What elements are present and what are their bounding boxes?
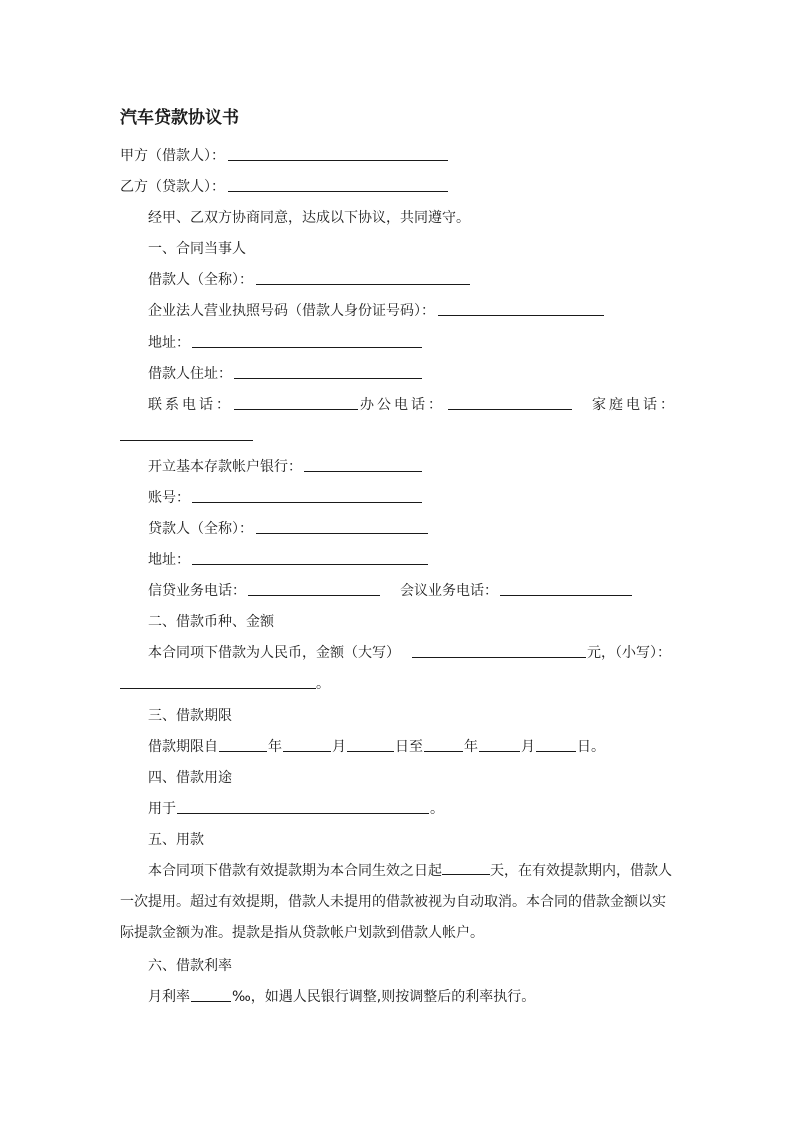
account-label: 账号： — [148, 490, 190, 506]
party-a-blank[interactable] — [228, 160, 448, 161]
address-blank[interactable] — [192, 347, 422, 348]
end-year-blank[interactable] — [424, 751, 463, 752]
license-blank[interactable] — [438, 315, 604, 316]
withdrawal-text-b: 天，在有效提款期内，借款人一次提用。超过有效提期，借款人未提用的借款被视为自动取消。本合同的借款金额以实际提款金额为准。提款是指从贷款帐户划款到借款人帐户。 — [120, 863, 672, 941]
section-3-heading: 三、借款期限 — [148, 708, 232, 724]
account-blank[interactable] — [192, 502, 422, 503]
section-5-heading: 五、用款 — [148, 832, 204, 848]
amount-figures-blank[interactable] — [120, 688, 316, 689]
start-month-unit: 月 — [332, 739, 346, 755]
accounting-phone-label: 会议业务电话： — [400, 583, 498, 599]
monthly-rate-blank[interactable] — [191, 1001, 231, 1002]
start-day-blank[interactable] — [347, 751, 394, 752]
use-end: 。 — [430, 801, 444, 817]
use-label: 用于 — [148, 801, 176, 817]
lender-address-blank[interactable] — [192, 564, 428, 565]
credit-phone-label: 信贷业务电话： — [148, 583, 246, 599]
withdrawal-paragraph — [120, 856, 676, 949]
day-to-unit: 日至 — [395, 739, 423, 755]
accounting-phone-blank[interactable] — [500, 595, 632, 596]
lender-name-blank[interactable] — [256, 533, 428, 534]
amount-words-blank[interactable] — [412, 657, 586, 658]
home-phone-blank[interactable] — [120, 440, 253, 441]
borrower-name-blank[interactable] — [256, 284, 470, 285]
start-year-blank[interactable] — [219, 751, 267, 752]
bank-label: 开立基本存款帐户银行： — [148, 459, 302, 475]
borrower-name-label: 借款人（全称）： — [148, 272, 253, 288]
party-b-label: 乙方（贷款人）： — [120, 179, 225, 195]
intro-text: 经甲、乙双方协商同意，达成以下协议，共同遵守。 — [148, 210, 470, 226]
address-label: 地址： — [148, 335, 190, 351]
start-month-blank[interactable] — [283, 751, 331, 752]
license-label: 企业法人营业执照号码（借款人身份证号码）： — [148, 303, 435, 319]
contact-phone-blank[interactable] — [234, 409, 358, 410]
use-blank[interactable] — [177, 813, 429, 814]
lender-address-label: 地址： — [148, 552, 190, 568]
amount-end: 。 — [316, 676, 330, 692]
lender-name-label: 贷款人（全称）： — [148, 521, 253, 537]
term-from-label: 借款期限自 — [148, 739, 218, 755]
residence-label: 借款人住址： — [148, 366, 232, 382]
end-month-blank[interactable] — [479, 751, 520, 752]
residence-blank[interactable] — [234, 378, 422, 379]
rate-text-b: ‰，如遇人民银行调整,则按调整后的利率执行。 — [232, 989, 536, 1005]
section-4-heading: 四、借款用途 — [148, 770, 232, 786]
office-phone-blank[interactable] — [448, 409, 572, 410]
document-title: 汽车贷款协议书 — [120, 108, 239, 128]
section-6-heading: 六、借款利率 — [148, 958, 232, 974]
end-day-blank[interactable] — [536, 751, 576, 752]
end-day-unit: 日。 — [577, 739, 605, 755]
home-phone-label: 家庭电话： — [592, 397, 677, 413]
bank-blank[interactable] — [304, 471, 422, 472]
withdrawal-text-a: 本合同项下借款有效提款期为本合同生效之日起 — [148, 863, 442, 879]
amount-text-b: 元，（小写）： — [587, 645, 671, 661]
party-a-label: 甲方（借款人）： — [120, 148, 225, 164]
section-2-heading: 二、借款币种、金额 — [148, 614, 274, 630]
start-year-unit: 年 — [268, 739, 282, 755]
office-phone-label: 办公电话： — [360, 397, 445, 413]
rate-text-a: 月利率 — [148, 989, 190, 1005]
end-year-unit: 年 — [464, 739, 478, 755]
contact-phone-label: 联系电话： — [148, 397, 233, 413]
party-b-blank[interactable] — [228, 191, 448, 192]
end-month-unit: 月 — [521, 739, 535, 755]
section-1-heading: 一、合同当事人 — [148, 241, 246, 257]
credit-phone-blank[interactable] — [248, 595, 380, 596]
withdrawal-days-blank[interactable] — [442, 860, 490, 875]
amount-text-a: 本合同项下借款为人民币，金额（大写） — [148, 645, 400, 661]
